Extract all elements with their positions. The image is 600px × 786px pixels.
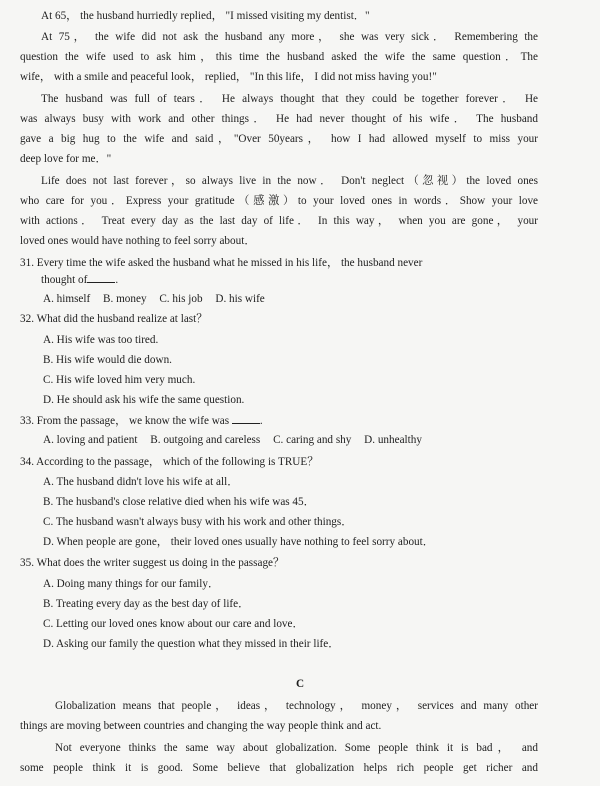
question-35-option-d[interactable]: D. Asking our family the question what they missed in their life．	[43, 638, 340, 650]
question-32-stem: 32. What did the husband realize at last？	[20, 313, 208, 325]
question-31-stem: 31. Every time the wife asked the husband what he missed in his life， the husband never	[20, 257, 423, 269]
question-35-option-a[interactable]: A. Doing many things for our family．	[43, 578, 220, 590]
question-35-stem: 35. What does the writer suggest us doing in the passage？	[20, 557, 285, 569]
question-34-option-b[interactable]: B. The husband's close relative died when his wife was 45．	[43, 496, 315, 508]
passage-c-p1-line1: Globalization means that people， ideas， technology， money， services and many other	[55, 700, 538, 712]
question-31-option-a[interactable]: A. himself	[43, 293, 91, 305]
question-35-option-c[interactable]: C. Letting our loved ones know about our care and love．	[43, 618, 304, 630]
question-33-option-d[interactable]: D. unhealthy	[364, 434, 422, 446]
passage-b-p1: At 65， the husband hurriedly replied， "I missed visiting my dentist．"	[41, 10, 370, 22]
question-31-option-d[interactable]: D. his wife	[215, 293, 265, 305]
passage-b-p4-line4: loved ones would have nothing to feel sorry about．	[20, 235, 256, 247]
question-32-option-c[interactable]: C. His wife loved him very much.	[43, 374, 196, 386]
question-31-options	[43, 292, 275, 306]
question-34-option-d[interactable]: D. When people are gone， their loved ones usually have nothing to feel sorry about．	[43, 536, 434, 548]
question-32-option-a[interactable]: A. His wife was too tired.	[43, 334, 159, 346]
question-31-option-c[interactable]: C. his job	[159, 293, 203, 305]
question-31-stem-tail: .	[115, 274, 119, 286]
passage-b-p2-line1: At 75， the wife did not ask the husband any more， she was very sick． Remembering the	[41, 31, 538, 43]
question-31-option-b[interactable]: B. money	[103, 293, 147, 305]
question-33-stem-tail: .	[259, 415, 263, 427]
question-32-option-b[interactable]: B. His wife would die down.	[43, 354, 172, 366]
passage-b-p4-line2: who care for you．Express your gratitude（感激）to your loved ones in words．Show your love	[20, 195, 538, 207]
passage-c-p2-line2: some people think it is good. Some believe that globalization helps rich people get richer and	[20, 762, 538, 774]
question-31-stem-cont-text: thought of	[41, 274, 88, 286]
passage-c-p1-line2: things are moving between countries and changing the way people think and act.	[20, 720, 382, 732]
question-34-stem: 34. According to the passage， which of the following is TRUE？	[20, 456, 319, 468]
answer-blank[interactable]	[232, 414, 260, 424]
passage-b-p3-line4: deep love for me．"	[20, 153, 112, 165]
passage-b-p3-line1: The husband was full of tears． He always thought that they could be together forever． He	[41, 93, 538, 105]
question-33-option-b[interactable]: B. outgoing and careless	[150, 434, 261, 446]
question-33-option-a[interactable]: A. loving and patient	[43, 434, 138, 446]
passage-b-p4-line3: with actions． Treat every day as the last day of life． In this way， when you are gone， your	[20, 215, 538, 227]
question-34-option-c[interactable]: C. The husband wasn't always busy with his work and other things．	[43, 516, 353, 528]
question-33-stem	[20, 414, 263, 428]
question-33-options	[43, 433, 432, 447]
passage-b-p4-line1: Life does not last forever，so always live in the now． Don't neglect（忽视）the loved ones	[41, 175, 538, 187]
question-34-option-a[interactable]: A. The husband didn't love his wife at all．	[43, 476, 239, 488]
passage-b-p2-line2: question the wife used to ask him，this time the husband asked the wife the same question．The	[20, 51, 538, 63]
passage-b-p3-line3: gave a big hug to the wife and said，"Over 50years， how I had allowed myself to miss your	[20, 133, 538, 145]
question-35-option-b[interactable]: B. Treating every day as the best day of life．	[43, 598, 250, 610]
answer-blank[interactable]	[87, 273, 115, 283]
question-32-option-d[interactable]: D. He should ask his wife the same question.	[43, 394, 245, 406]
question-31-stem-cont	[41, 273, 118, 287]
passage-b-p3-line2: was always busy with work and other things． He had never thought of his wife． The husband	[20, 113, 538, 125]
passage-c-p2-line1: Not everyone thinks the same way about globalization. Some people think it is bad， and	[55, 742, 538, 754]
passage-b-p2-line3: wife， with a smile and peaceful look， replied， "In this life， I did not miss having you!"	[20, 71, 437, 83]
question-33-stem-text: 33. From the passage， we know the wife was	[20, 415, 230, 427]
passage-c-heading: C	[295, 678, 305, 690]
question-33-option-c[interactable]: C. caring and shy	[273, 434, 352, 446]
